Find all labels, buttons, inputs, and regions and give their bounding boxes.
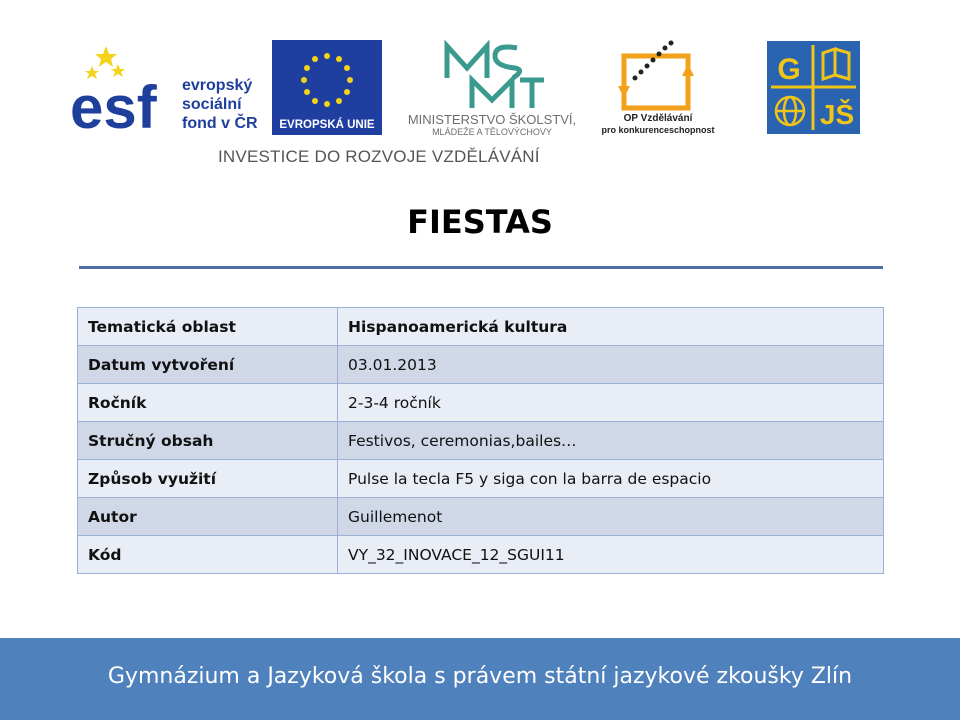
title-divider [79, 266, 883, 269]
row-key: Ročník [78, 384, 338, 422]
info-table [77, 307, 884, 574]
row-value: 03.01.2013 [338, 346, 884, 384]
table-row [78, 384, 884, 422]
msmt-emblem-icon [447, 46, 544, 108]
row-value: Hispanoamerická kultura [338, 308, 884, 346]
row-value: Guillemenot [338, 498, 884, 536]
msmt-line2: MLÁDEŽE A TĚLOVÝCHOVY [432, 127, 552, 137]
op-emblem-icon [618, 41, 694, 109]
table-row [78, 308, 884, 346]
eu-label: EVROPSKÁ UNIE [279, 119, 375, 131]
row-key: Datum vytvoření [78, 346, 338, 384]
row-value: VY_32_INOVACE_12_SGUI11 [338, 536, 884, 574]
eu-flag-logo [272, 40, 382, 135]
row-key: Autor [78, 498, 338, 536]
row-key: Tematická oblast [78, 308, 338, 346]
msmt-logo [392, 38, 592, 138]
esf-line2: sociální [182, 96, 242, 113]
row-value: Pulse la tecla F5 y siga con la barra de espacio [338, 460, 884, 498]
row-key: Kód [78, 536, 338, 574]
logo-bar [0, 0, 960, 175]
row-value: Festivos, ceremonias,bailes… [338, 422, 884, 460]
op-line1: OP Vzdělávání [623, 113, 693, 124]
gjs-letters-js: JŠ [819, 99, 855, 130]
op-vzdelavani-logo [596, 38, 721, 138]
table-row [78, 498, 884, 536]
esf-letters: esf [70, 74, 157, 135]
table-row [78, 422, 884, 460]
gjs-letter-g: G [777, 53, 801, 86]
table-row [78, 346, 884, 384]
row-key: Stručný obsah [78, 422, 338, 460]
row-key: Způsob využití [78, 460, 338, 498]
table-row [78, 460, 884, 498]
row-value: 2-3-4 ročník [338, 384, 884, 422]
esf-line1: evropský [182, 77, 253, 94]
gjs-school-logo [767, 41, 860, 134]
footer-school-name: Gymnázium a Jazyková škola s právem státní jazykové zkoušky Zlín [107, 664, 853, 689]
table-row [78, 536, 884, 574]
msmt-line1: MINISTERSTVO ŠKOLSTVÍ, [407, 112, 577, 127]
esf-logo [70, 40, 265, 135]
op-line2: pro konkurenceschopnost [601, 125, 715, 135]
footer-bar [0, 638, 960, 720]
esf-line3: fond v ČR [182, 115, 258, 132]
slide-title: FIESTAS [407, 203, 553, 241]
esf-tagline: INVESTICE DO ROZVOJE VZDĚLÁVÁNÍ [218, 147, 540, 166]
